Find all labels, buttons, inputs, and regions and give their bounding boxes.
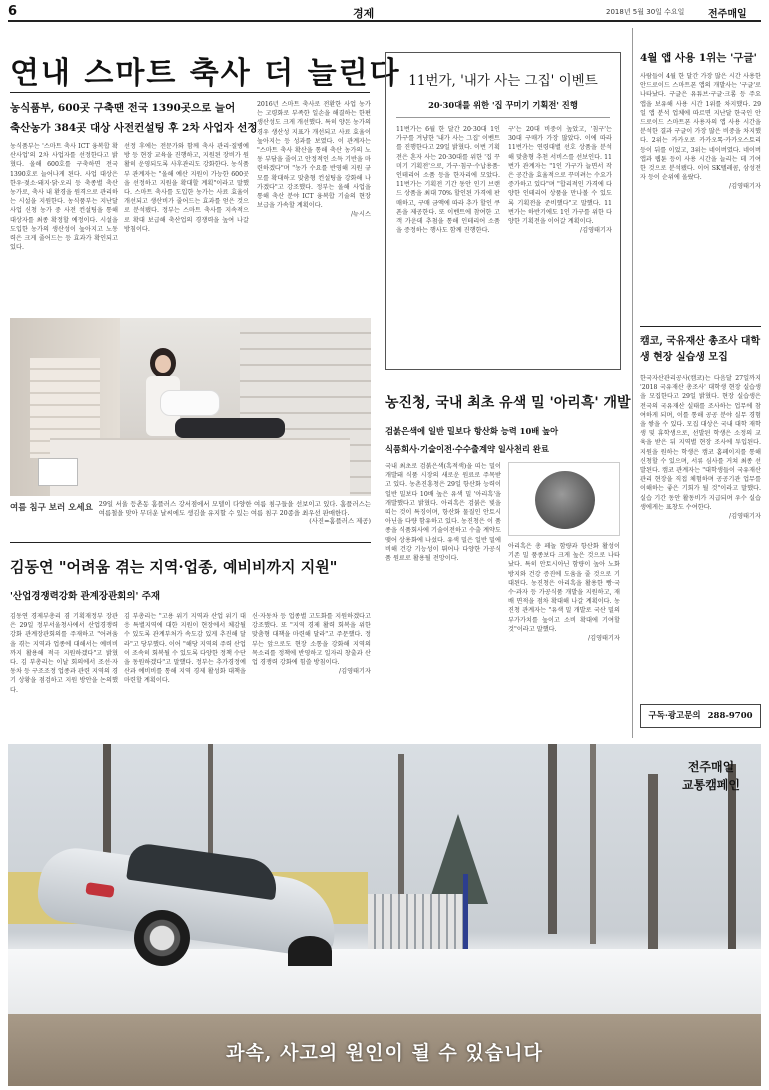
right-col-divider <box>632 28 633 738</box>
model-face <box>155 355 171 373</box>
lead-subheadline-2: 축산농가 384곳 대상 사전컨설팅 후 2차 사업자 선정 <box>10 122 258 134</box>
article2-headline: 김동연 "어려움 겪는 지역·업종, 예비비까지 지원" <box>10 558 338 576</box>
campaign-photo <box>8 744 761 1086</box>
hug-pillow <box>160 390 220 416</box>
photo1-caption-body: 29일 서울 등촌동 홈플러스 강서점에서 모델이 다양한 여름 침구들을 선보이고 있다. 홈플러스는 여름철을 맞아 무더운 날씨에도 생김을 유지할 수 있는 여름 침구 20종을 최우선 판매한다. <box>98 500 371 517</box>
suv-rear-wheel <box>134 910 190 966</box>
article2-body-col-2: 김 부총리는 "고용 위기 지역과 산업 위기 대응 특별지역에 대한 지원이 현장에서 체감될 수 있도록 관계부처가 속도감 있게 추진해 달라"고 당부했다. 이어 "해당 지역의 주력 산업이 조속히 회복될 수 있도록 다양한 정책 수단을 동원하겠다"고 말했다. 정부는 추가경정예산과 예비비를 통해 지역 경제 활성화 대책을 마련할 계획이다. <box>124 613 246 685</box>
wheat-grain-pile <box>535 471 595 529</box>
campaign-slogan: 과속, 사고의 원인이 될 수 있습니다 <box>226 1042 543 1064</box>
right-col2-body: 한국자산관리공사(캠코)는 다음달 27일까지 '2018 국유재산 총조사' 대학생 현장 실습생을 모집한다고 29일 밝혔다. 현장 실습생은 전국의 국유재산 실태를 조사하는 업무에 참여하게 되며, 이를 통해 공공 분야 실무 경험을 쌓을 수 있다. 모집 대상은 국내 대학 재학생 및 휴학생으로, 선발된 학생은 소정의 교육을 받은 뒤 지역별 현장 조사에 투입된다. 지원을 원하는 학생은 캠코 홈페이지를 통해 신청할 수 있으며, 서류 심사를 거쳐 최종 선발된다. 캠코 관계자는 "대학생들이 국유재산 관리 현장을 직접 체험하며 공공기관 업무를 이해하는 좋은 기회가 될 것"이라고 말했다. 실습 기간 동안 활동비가 지급되며 우수 실습생에게는 표창도 수여한다. /김영태기자 <box>640 375 761 521</box>
lead-body-col-2: 선정 후에는 전문가와 함께 축사 관리·질병예방 등 현장 교육을 진행하고, 지원된 장비가 원활히 운영되도록 사후관리도 강화한다. 농식품부 관계자는 "올해 예산 지원이 가능한 600곳을 선정하고 지원을 확대할 계획"이라고 말했다. 스마트 축사를 도입한 농가는 사료 효율이 개선되고 생산비가 줄어드는 효과를 얻은 것으로 분석됐다. 정부는 스마트 축사를 지속적으로 확대 보급해 축산업의 경쟁력을 높여 나갈 방침이다. <box>124 143 249 233</box>
article2-rule <box>10 542 371 543</box>
event-byline: /김영태기자 <box>580 227 612 235</box>
photo1-caption <box>10 500 371 536</box>
tree-trunk-5 <box>590 744 596 944</box>
model-legs <box>175 418 285 438</box>
event-headline: 11번가, '내가 사는 그집' 이벤트 <box>408 73 598 89</box>
bed <box>50 438 350 496</box>
article4-subhead-2: 식품회사·기술이전·수수출계약 일사천리 완료 <box>385 444 549 454</box>
event-body-col-1: 11번가는 6월 한 달간 20·30대 1인 가구를 겨냥한 '내가 사는 그집' 이벤트를 진행한다고 29일 밝혔다. 이번 기획전은 혼자 사는 20·30대를 위한 '집 꾸미기 기획전'으로, 가구·침구·수납용품·인테리어 소품 등을 한자리에 모았다. 11번가는 기획전 기간 동안 인기 브랜드 상품을 최대 70% 할인된 가격에 판매하고, 구매 금액에 따라 추가 할인 쿠폰을 제공한다. 또 이벤트에 참여한 고객 가운데 추첨을 통해 인테리어 소품을 증정하는 행사도 함께 진행한다. <box>396 126 500 235</box>
display-sign <box>38 458 78 486</box>
campaign-label <box>668 758 754 794</box>
evergreen-tree <box>428 814 488 904</box>
suv-front-wheel <box>288 936 332 966</box>
right-col1-byline: /김영태기자 <box>729 183 761 191</box>
crashed-suv <box>38 824 358 964</box>
article2-body-col-1: 김동연 경제부총리 겸 기획재정부 장관은 29일 정부서울청사에서 산업경쟁력강화 관계장관회의를 주재하고 "어려움을 겪는 지역과 업종에 대해서는 예비비까지 활용해 적극 지원하겠다"고 밝혔다. 김 부총리는 이날 회의에서 조선·자동차 등 구조조정 업종과 관련 지역의 경기 상황을 점검하고 지원 방안을 논의했다. <box>10 613 118 694</box>
article4-byline: /김영태기자 <box>588 635 620 643</box>
subscription-phone: 288-9700 <box>707 711 753 721</box>
right-col2-byline: /김영태기자 <box>729 513 761 521</box>
subscription-label: 구독·광고문의 <box>648 711 701 721</box>
bedding-photo <box>10 318 371 496</box>
article2-byline: /김영태기자 <box>339 668 371 676</box>
event-body-col-2: 구'는 20대 비중이 높았고, '침구'는 30대 구매가 가장 많았다. 이에 따라 11번가는 연령대별 선호 상품을 분석해 맞춤형 추천 서비스를 선보인다. 11번가 관계자는 "1인 가구가 늘면서 작은 공간을 효율적으로 꾸미려는 수요가 증가하고 있다"며 "합리적인 가격에 다양한 인테리어 상품을 만나볼 수 있도록 기획전을 준비했다"고 말했다. 11번가는 하반기에도 1인 가구를 위한 다양한 기획전을 이어갈 계획이다. /김영태기자 <box>508 126 612 235</box>
lead-body-col-1: 농식품부는 '스마트 축사 ICT 융복합 확산사업'의 2차 사업자를 선정한다고 밝혔다. 올해 600호를 구축하면 전국 1390호로 늘어나게 된다. 사업 대상은 한우·젖소·돼지·닭·오리 등 축종별 축산농가로, 축사 내 환경을 원격으로 관리하는 시설을 지원한다. 농식품부는 지난달 사업 신청 농가 중 사전 컨설팅을 통해 대상자를 최종 확정할 예정이다. 시설을 도입한 농가의 생산성이 높아지고 노동력은 크게 줄어드는 등 효과가 확인되고 있다. <box>10 143 118 252</box>
event-box <box>385 52 621 370</box>
page-number: 6 <box>8 4 18 19</box>
lead-rule <box>10 92 370 93</box>
lead-body-col-3: 2016년 스마트 축사로 전환한 사업 농가는 고령화로 부족한 일손을 해결하는 한편 생산성도 크게 개선했다. 특히 양돈 농가의 경우 생산성 지표가 개선되고 사료 효율이 높아지는 등 성과를 보였다. 이 관계자는 "스마트 축사 확산을 통해 축산 농가의 노동 부담을 줄이고 안정적인 소득 기반을 마련하겠다"며 "농가 수요를 반영해 지원 규모를 확대하고 맞춤형 컨설팅을 강화해 나가겠다"고 강조했다. 정부는 올해 사업을 통해 축산 분야 ICT 융복합 기술의 현장 보급을 가속할 계획이다. /뉴시스 <box>257 101 371 219</box>
lead-subheadline-1: 농식품부, 600곳 구축땐 전국 1390곳으로 늘어 <box>10 102 236 114</box>
tree-trunk-3 <box>398 754 404 914</box>
lead-headline: 연내 스마트 축사 더 늘린다 <box>10 56 401 91</box>
campaign-name: 교통캠페인 <box>682 778 740 792</box>
article4-body-col-2: 아리흑은 총 페놀 함량과 항산화 활성이 기존 밀 품종보다 크게 높은 것으로 나타났다. 특히 안토시아닌 함량이 높아 노화 방지와 건강 증진에 도움을 줄 것으로 기대된다. 농진청은 아리흑을 활용한 빵·국수·과자 등 가공식품 개발을 지원하고, 재배 면적을 점차 확대해 나갈 계획이다. 농진청 관계자는 "유색 밀 개발로 국산 밀의 부가가치를 높이고 소비 확대에 기여할 것"이라고 말했다. /김영태기자 <box>508 543 620 643</box>
tree-trunk-4 <box>548 744 557 934</box>
right-col1-body: 사람들이 4월 한 달간 가장 많은 시간 사용한 안드로이드 스마트폰 앱의 개발사는 '구글'로 나타났다. 구글은 유튜브·구글·크롬 등 주요 앱을 보유해 사용 시간 1위를 차지했다. 29일 앱 분석 업체에 따르면 지난달 한국인 안드로이드 스마트폰 사용자의 앱 사용 시간을 분석한 결과 구글이 가장 많은 비중을 차지했다. 2위는 카카오로 카카오톡·카카오스토리 등이 뒤를 이었고, 3위는 네이버였다. 네이버 앱과 웹툰 등이 사용 시간을 늘리는 데 기여한 것으로 분석됐다. 이어 SK텔레콤, 삼성전자 등이 순위에 올랐다. /김영태기자 <box>640 73 761 191</box>
lead-byline: /뉴시스 <box>350 211 371 219</box>
article2-body-col-3: 신·자동차 등 업종별 고도화를 지원하겠다고 강조했다. 또 "지역 경제 활력 회복을 위한 맞춤형 대책을 마련해 달라"고 주문했다. 정부는 앞으로도 현장 소통을 강화해 지역의 목소리를 정책에 반영하고 일자리 창출과 산업 경쟁력 강화에 힘쓸 방침이다. /김영태기자 <box>252 613 371 676</box>
article4-body-col-1: 국내 최초로 검붉은색(흑적색)을 띠는 밀이 개발돼 식품 시장의 새로운 원료로 주목받고 있다. 농촌진흥청은 29일 항산화 능력이 일반 밀보다 10배 높은 유색 밀 '아리흑'을 개발했다고 밝혔다. 아리흑은 검붉은 빛을 띠는 것이 특징이며, 항산화 물질인 안토시아닌을 다량 함유하고 있다. 농진청은 이 품종을 식품회사에 기술이전하고 수출 계약도 맺어 상용화에 나섰다. 유색 밀은 일반 밀에 비해 건강 기능성이 뛰어나 다양한 가공식품 원료로 활용될 전망이다. <box>385 463 501 563</box>
masthead: 전주매일 <box>708 9 747 20</box>
page-header <box>8 4 761 20</box>
header-rule <box>8 20 761 22</box>
guardrail <box>368 894 468 956</box>
section-title: 경제 <box>353 7 375 20</box>
campaign-paper: 전주매일 <box>687 760 735 774</box>
photo1-caption-title: 여름 침구 보러 오세요 <box>10 503 93 513</box>
article4-subhead-1: 검붉은색에 일반 밀보다 항산화 능력 10배 높아 <box>385 426 559 436</box>
wheat-grain-photo <box>508 462 620 536</box>
right-col1-headline: 4월 앱 사용 1위는 '구글' <box>640 52 757 64</box>
event-rule <box>396 117 610 118</box>
article4-headline: 농진청, 국내 최초 유색 밀 '아리흑' 개발 <box>385 395 631 411</box>
right-col2-headline: 캠코, 국유재산 총조사 대학생 현장 실습생 모집 <box>640 336 761 363</box>
issue-date: 2018년 5월 30일 수요일 <box>606 8 685 16</box>
article2-subhead: '산업경쟁력강화 관계장관회의' 주재 <box>10 591 161 602</box>
event-subhead: 20·30대를 위한 '집 꾸미기 기획전' 진행 <box>428 100 578 110</box>
right-col-rule <box>640 326 761 327</box>
subscription-ad-box <box>640 704 761 728</box>
photo1-caption-credit: (사진=홈플러스 제공) <box>309 517 371 525</box>
